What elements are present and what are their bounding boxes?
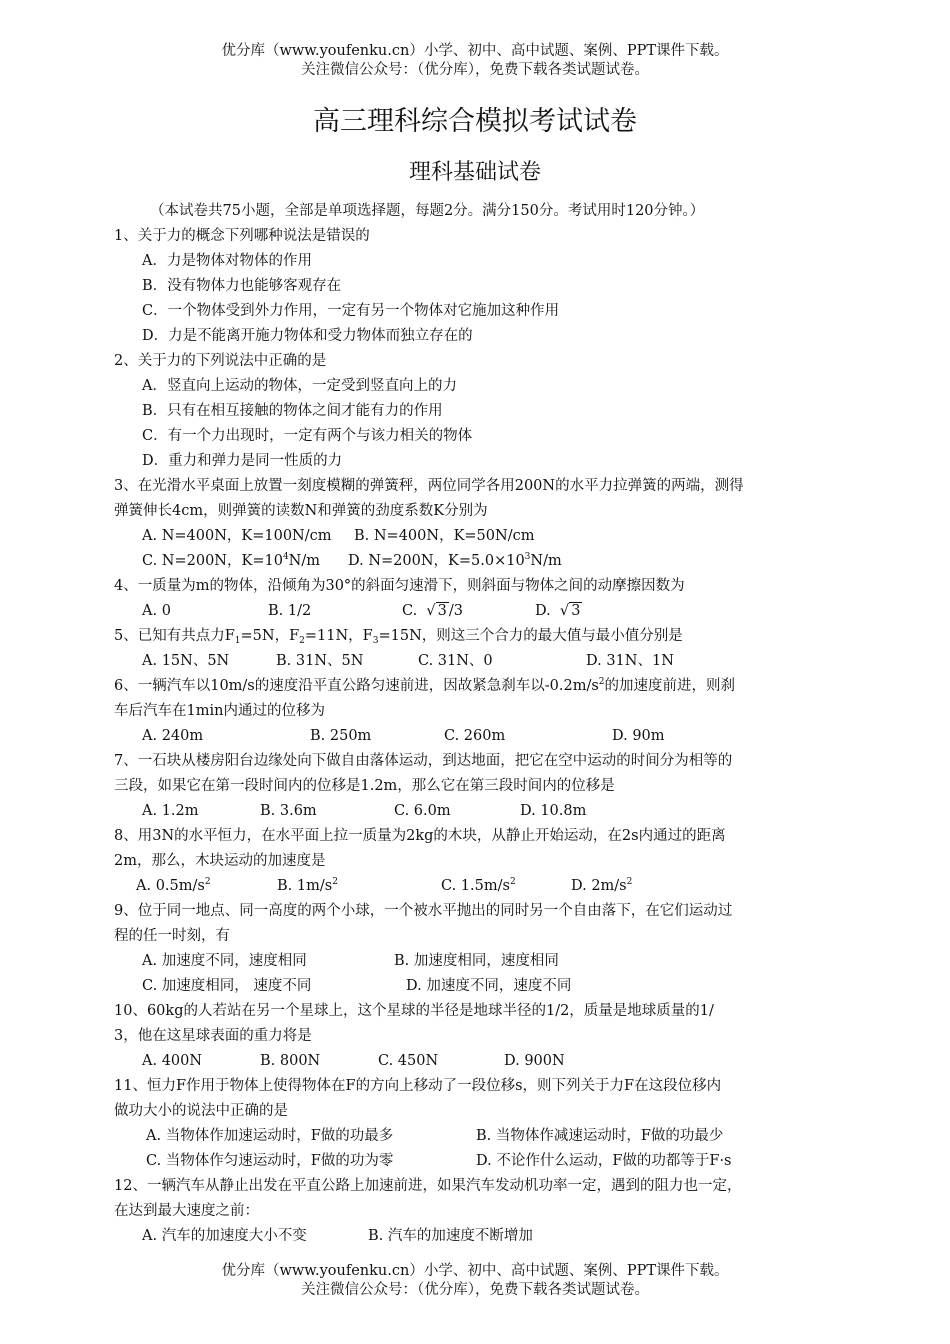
q6-options [114,724,836,749]
q3-option-a: A. N=400N，K=100N/cm [142,528,332,544]
q1-option-a: A．力是物体对物体的作用 [142,253,312,269]
q3-option-c: C. N=200N，$K=10^4N/m$ [142,552,320,569]
q7-option-d: D. 10.8m [520,803,587,819]
q6-stem-line-2: 车后汽车在1min内通过的位移为 [114,703,325,719]
q6-option-a: A. 240m [142,728,204,744]
q3-options-ab [114,524,836,549]
q8-option-a: A. $0.5m/s^2$ [136,877,211,894]
q5-option-b: B. 31N、5N [276,653,364,669]
q9-option-b: B. 加速度相同，速度相同 [394,953,559,969]
q1-option-d: D．力是不能离开施力物体和受力物体而独立存在的 [142,328,473,344]
q8-stem-line-2: 2m，那么，木块运动的加速度是 [114,853,326,869]
q10-stem-line-2: 3，他在这星球表面的重力将是 [114,1028,312,1044]
q7-option-b: B. 3.6m [260,803,317,819]
q2-option-c: C．有一个力出现时，一定有两个与该力相关的物体 [142,428,473,444]
q8-stem-line-1: 8、用3N的水平恒力，在水平面上拉一质量为2kg的木块，从静止开始运动，在2s内通过的距离 [114,828,726,844]
q7-options [114,799,836,824]
question-list [114,224,836,1249]
header-line-2: 关注微信公众号：（优分库），免费下载各类试题试卷。 [301,62,649,78]
q3-options-cd [114,549,836,574]
q9-options-ab [114,949,836,974]
q4-option-d: D. √ 3 [535,603,581,619]
q11-stem-line-1: 11、恒力F作用于物体上使得物体在F的方向上移动了一段位移s，则下列关于力F在这段位移内 [114,1078,722,1094]
exam-title: 高三理科综合模拟考试试卷 [313,106,637,137]
q12-stem-line-2: 在达到最大速度之前： [114,1203,259,1219]
q7-option-a: A. 1.2m [142,803,199,819]
q11-option-c: C. 当物体作匀速运动时，F做的功为零 [146,1153,394,1169]
q11-option-a: A. 当物体作加速运动时，F做的功最多 [146,1128,394,1144]
q3-stem-line-1: 3、在光滑水平桌面上放置一刻度模糊的弹簧秤，两位同学各用200N的水平力拉弹簧的两端，测得 [114,478,744,494]
q6-option-b: B. 250m [310,728,372,744]
q2-option-b: B．只有在相互接触的物体之间才能有力的作用 [142,403,443,419]
q3-stem-line-2: 弹簧伸长4cm，则弹簧的读数N和弹簧的劲度系数K分别为 [114,503,488,519]
q9-stem-line-2: 程的任一时刻，有 [114,928,230,944]
q11-options-ab [114,1124,836,1149]
q6-option-d: D. 90m [612,728,665,744]
q10-option-d: D. 900N [504,1053,565,1069]
q4-option-c: C. √ 3 /3 [402,603,464,619]
q5-options [114,649,836,674]
q11-option-d: D. 不论作什么运动，F做的功都等于F·s [476,1153,732,1169]
q5-stem: 5、已知有共点力$F_1=5N$，$F_2=11N$，$F_3=15N$，则这三个合力的最大值与最小值分别是 [114,628,683,646]
footer-line-2: 关注微信公众号：（优分库），免费下载各类试题试卷。 [301,1282,649,1298]
q12-option-b: B. 汽车的加速度不断增加 [368,1228,533,1244]
q10-option-a: A. 400N [142,1053,203,1069]
q8-option-d: D. $2m/s^2$ [571,877,633,894]
q10-stem-line-1: 10、60kg的人若站在另一个星球上，这个星球的半径是地球半径的1/2，质量是地球质量的1/ [114,1003,714,1019]
q4-option-a: A. 0 [142,603,171,619]
q10-options [114,1049,836,1074]
q10-option-c: C. 450N [378,1053,439,1069]
q5-option-d: D. 31N、1N [586,653,674,669]
header-line-1: 优分库（www.youfenku.cn）小学、初中、高中试题、案例、PPT课件下载。 [221,43,729,59]
q5-option-c: C. 31N、0 [418,653,493,669]
q11-options-cd [114,1149,836,1174]
q1-option-c: C．一个物体受到外力作用，一定有另一个物体对它施加这种作用 [142,303,560,319]
q8-option-c: C. $1.5m/s^2$ [441,877,516,894]
q9-option-a: A. 加速度不同，速度相同 [142,953,307,969]
q1-stem: 1、关于力的概念下列哪种说法是错误的 [114,228,370,244]
q7-stem-line-1: 7、一石块从楼房阳台边缘处向下做自由落体运动，到达地面，把它在空中运动的时间分为相等的 [114,753,733,769]
q1-option-b: B．没有物体力也能够客观存在 [142,278,342,294]
q8-options [114,874,836,899]
q12-option-a: A. 汽车的加速度大小不变 [142,1228,307,1244]
q9-option-d: D. 加速度不同，速度不同 [406,978,572,994]
q11-option-b: B. 当物体作减速运动时，F做的功最少 [476,1128,724,1144]
q10-option-b: B. 800N [260,1053,321,1069]
q2-stem: 2、关于力的下列说法中正确的是 [114,353,327,369]
footer-line-1: 优分库（www.youfenku.cn）小学、初中、高中试题、案例、PPT课件下载。 [221,1263,729,1279]
page-footer [0,1262,950,1300]
page-header [0,42,950,80]
q9-options-cd [114,974,836,999]
q7-option-c: C. 6.0m [394,803,451,819]
q5-option-a: A. 15N、5N [142,653,230,669]
q7-stem-line-2: 三段，如果它在第一段时间内的位移是1.2m，那么它在第三段时间内的位移是 [114,778,615,794]
exam-instructions: （本试卷共75小题，全部是单项选择题，每题2分。满分150分。考试用时120分钟。） [150,203,705,219]
q6-option-c: C. 260m [444,728,506,744]
q8-option-b: B. $1m/s^2$ [277,877,338,894]
q6-stem-line-1: 6、一辆汽车以10m/s的速度沿平直公路匀速前进，因故紧急刹车以$-0.2m/s^2$的加速度前进，则刹 [114,677,736,694]
q4-option-b: B. 1/2 [268,603,312,619]
q2-option-a: A．竖直向上运动的物体，一定受到竖直向上的力 [142,378,457,394]
q4-stem: 4、一质量为m的物体，沿倾角为30°的斜面匀速滑下，则斜面与物体之间的动摩擦因数为 [114,578,685,594]
q9-option-c: C. 加速度相同， 速度不同 [142,978,312,994]
exam-subtitle: 理科基础试卷 [408,160,541,185]
q2-option-d: D．重力和弹力是同一性质的力 [142,453,343,469]
q3-option-b: B. N=400N，K=50N/cm [354,528,535,544]
q3-option-d: D. N=200N，$K=5.0\times 10^3N/m$ [348,552,562,569]
q9-stem-line-1: 9、位于同一地点、同一高度的两个小球，一个被水平抛出的同时另一个自由落下，在它们运动过 [114,903,733,919]
q12-options-ab [114,1224,836,1249]
q12-stem-line-1: 12、一辆汽车从静止出发在平直公路上加速前进，如果汽车发动机功率一定，遇到的阻力也一定， [114,1178,742,1194]
q4-options [114,599,836,624]
q11-stem-line-2: 做功大小的说法中正确的是 [114,1103,288,1119]
